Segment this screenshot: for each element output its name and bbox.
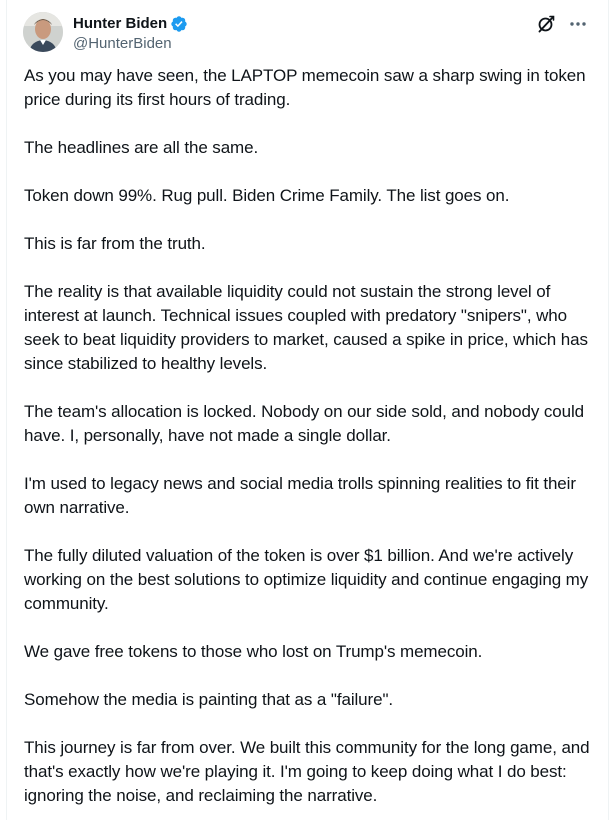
post-header	[23, 12, 592, 56]
author-block	[73, 14, 188, 54]
post-actions	[536, 12, 588, 36]
avatar[interactable]	[23, 12, 63, 52]
post-paragraph: We gave free tokens to those who lost on Trump's memecoin.	[24, 642, 483, 661]
post-paragraph: This journey is far from over. We built this community for the long game, and that's exactly how we're playing it. I'm going to keep doing what I do best: ignoring the noise, and reclaiming the narrative.	[24, 738, 590, 805]
post-card	[6, 0, 609, 820]
post-text	[24, 64, 594, 832]
verified-badge-icon[interactable]	[170, 15, 188, 33]
grok-icon[interactable]	[536, 14, 556, 34]
post-paragraph: The team's allocation is locked. Nobody on our side sold, and nobody could have. I, personally, have not made a single dollar.	[24, 402, 585, 445]
post-paragraph: The headlines are all the same.	[24, 138, 259, 157]
post-paragraph: The fully diluted valuation of the token is over $1 billion. And we're actively working on the best solutions to optimize liquidity and continue engaging my community.	[24, 546, 589, 613]
avatar-image	[23, 12, 63, 52]
name-row	[73, 14, 188, 34]
author-display-name[interactable]: Hunter Biden	[73, 15, 168, 32]
post-paragraph: The reality is that available liquidity could not sustain the strong level of interest at launch. Technical issues coupled with predatory "snipers", who seek to beat liquidity providers to market, caused a spike in price, which has since stabilized to healthy levels.	[24, 282, 588, 373]
more-options-icon[interactable]	[568, 14, 588, 34]
post-paragraph: Token down 99%. Rug pull. Biden Crime Family. The list goes on.	[24, 186, 510, 205]
author-handle[interactable]: @HunterBiden	[73, 35, 172, 52]
post-paragraph: As you may have seen, the LAPTOP memecoin saw a sharp swing in token price during its first hours of trading.	[24, 66, 586, 109]
post-paragraph: This is far from the truth.	[24, 234, 206, 253]
post-paragraph: Somehow the media is painting that as a "failure".	[24, 690, 394, 709]
post-paragraph: I'm used to legacy news and social media trolls spinning realities to fit their own narrative.	[24, 474, 576, 517]
